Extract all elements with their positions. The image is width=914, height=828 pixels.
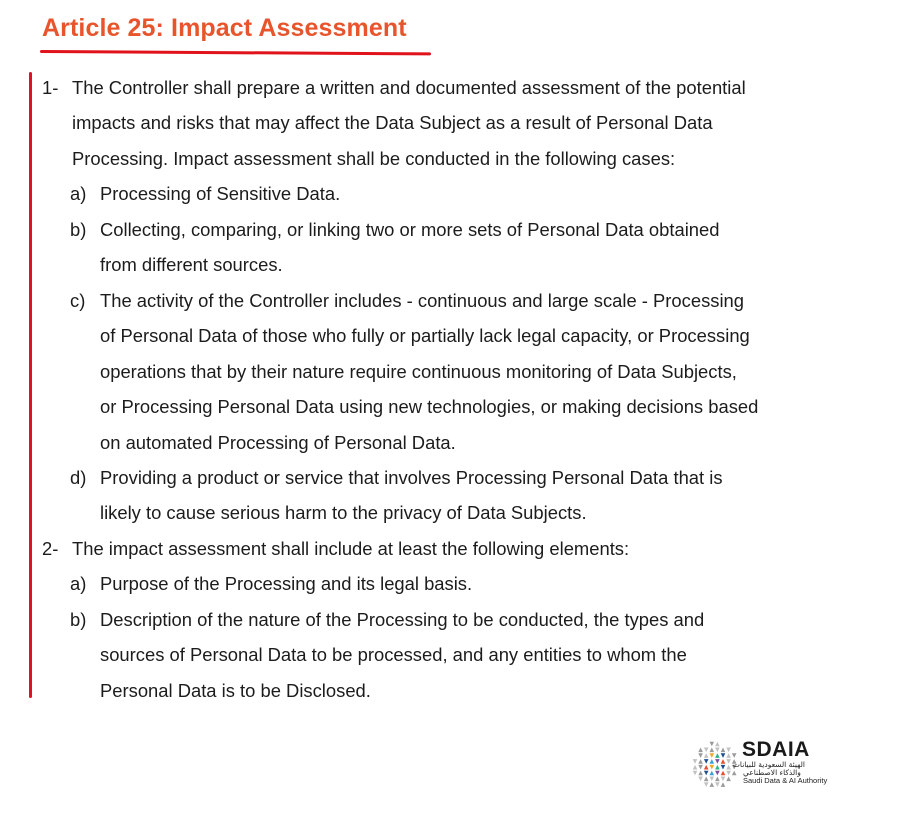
- logo-triangle: [732, 771, 737, 776]
- logo-triangle: [698, 748, 703, 753]
- logo-triangle: [721, 759, 726, 764]
- logo-triangle: [715, 753, 720, 758]
- logo-triangle: [710, 782, 715, 787]
- left-accent-bar: [29, 72, 32, 698]
- logo-triangle: [721, 753, 726, 758]
- logo-triangle: [710, 759, 715, 764]
- logo-triangle: [726, 777, 731, 782]
- sub-item-text-line: Providing a product or service that involves Processing Personal Data that is: [100, 466, 723, 488]
- article-title: Article 25: Impact Assessment: [42, 14, 407, 42]
- logo-triangle: [726, 765, 731, 770]
- sub-item-text-line: operations that by their nature require continuous monitoring of Data Subjects,: [100, 360, 737, 382]
- sub-item-text-line: sources of Personal Data to be processed, and any entities to whom the: [100, 644, 687, 666]
- sub-item-letter: a): [70, 573, 87, 595]
- sub-item-text-line: of Personal Data of those who fully or partially lack legal capacity, or Processing: [100, 325, 750, 347]
- logo-triangle: [704, 771, 709, 776]
- logo-triangle: [698, 765, 703, 770]
- list-item-number: 1-: [42, 77, 59, 98]
- sub-item-text-line: Personal Data is to be Disclosed.: [100, 679, 371, 701]
- logo-triangle: [726, 753, 731, 758]
- logo-triangle: [726, 748, 731, 753]
- logo-triangle: [693, 765, 698, 770]
- logo-triangle: [704, 753, 709, 758]
- logo-triangle: [721, 765, 726, 770]
- sub-item-text-line: on automated Processing of Personal Data.: [100, 431, 456, 453]
- logo-triangle: [710, 777, 715, 782]
- logo-triangle: [698, 777, 703, 782]
- logo-triangle: [704, 765, 709, 770]
- sub-item-text-line: from different sources.: [100, 254, 283, 276]
- sub-item-letter: b): [70, 608, 87, 630]
- logo-triangle: [704, 748, 709, 753]
- sub-item-text-line: Description of the nature of the Processing to be conducted, the types and: [100, 608, 705, 630]
- sub-item-letter: b): [70, 218, 87, 240]
- sub-item-letter: d): [70, 466, 87, 488]
- logo-triangle: [715, 771, 720, 776]
- list-item-text-line: The impact assessment shall include at least the following elements:: [72, 537, 630, 559]
- logo-triangle: [721, 748, 726, 753]
- sub-item-letter: a): [70, 183, 87, 205]
- logo-triangle: [715, 777, 720, 782]
- list-item-text-line: The Controller shall prepare a written and documented assessment of the potential: [72, 77, 746, 98]
- logo-triangle: [715, 782, 720, 787]
- logo-arabic-line-2: والذكاء الاصطناعي: [743, 768, 801, 777]
- logo-triangle: [710, 748, 715, 753]
- sub-item-text-line: The activity of the Controller includes - continuous and large scale - Processing: [100, 289, 744, 311]
- logo-triangle: [698, 771, 703, 776]
- list-item-text-line: Processing. Impact assessment shall be conducted in the following cases:: [72, 147, 676, 169]
- logo-triangle: [704, 759, 709, 764]
- logo-triangle: [710, 753, 715, 758]
- sub-item-text-line: Processing of Sensitive Data.: [100, 183, 341, 205]
- logo-triangle: [715, 759, 720, 764]
- logo-triangle: [726, 771, 731, 776]
- sub-item-text-line: Collecting, comparing, or linking two or more sets of Personal Data obtained: [100, 218, 720, 240]
- sdaia-logo-mark-icon: [692, 741, 738, 789]
- sdaia-logo: [692, 738, 832, 789]
- logo-triangle: [710, 771, 715, 776]
- logo-triangle: [721, 782, 726, 787]
- logo-triangle: [715, 742, 720, 747]
- logo-triangle: [693, 771, 698, 776]
- logo-triangle: [715, 765, 720, 770]
- logo-triangle: [721, 771, 726, 776]
- logo-english-line: Saudi Data & AI Authority: [743, 776, 828, 785]
- logo-triangle: [698, 759, 703, 764]
- sub-item-text-line: Purpose of the Processing and its legal basis.: [100, 573, 473, 595]
- logo-triangle: [710, 742, 715, 747]
- logo-triangle: [704, 782, 709, 787]
- logo-triangle: [693, 759, 698, 764]
- logo-arabic-line-1: الهيئة السعودية للبيانات: [732, 760, 805, 769]
- logo-wordmark: SDAIA: [742, 738, 810, 761]
- logo-triangle: [715, 748, 720, 753]
- logo-triangle: [698, 753, 703, 758]
- list-item-text-line: impacts and risks that may affect the Data Subject as a result of Personal Data: [72, 112, 713, 134]
- sub-item-letter: c): [70, 289, 86, 311]
- logo-triangle: [710, 765, 715, 770]
- logo-triangle: [726, 759, 731, 764]
- sub-item-text-line: or Processing Personal Data using new technologies, or making decisions based: [100, 396, 759, 418]
- list-item-number: 2-: [42, 537, 59, 559]
- logo-triangle: [732, 753, 737, 758]
- sub-item-text-line: likely to cause serious harm to the privacy of Data Subjects.: [100, 502, 587, 524]
- title-underline: [40, 50, 431, 55]
- logo-triangle: [704, 777, 709, 782]
- logo-triangle: [721, 777, 726, 782]
